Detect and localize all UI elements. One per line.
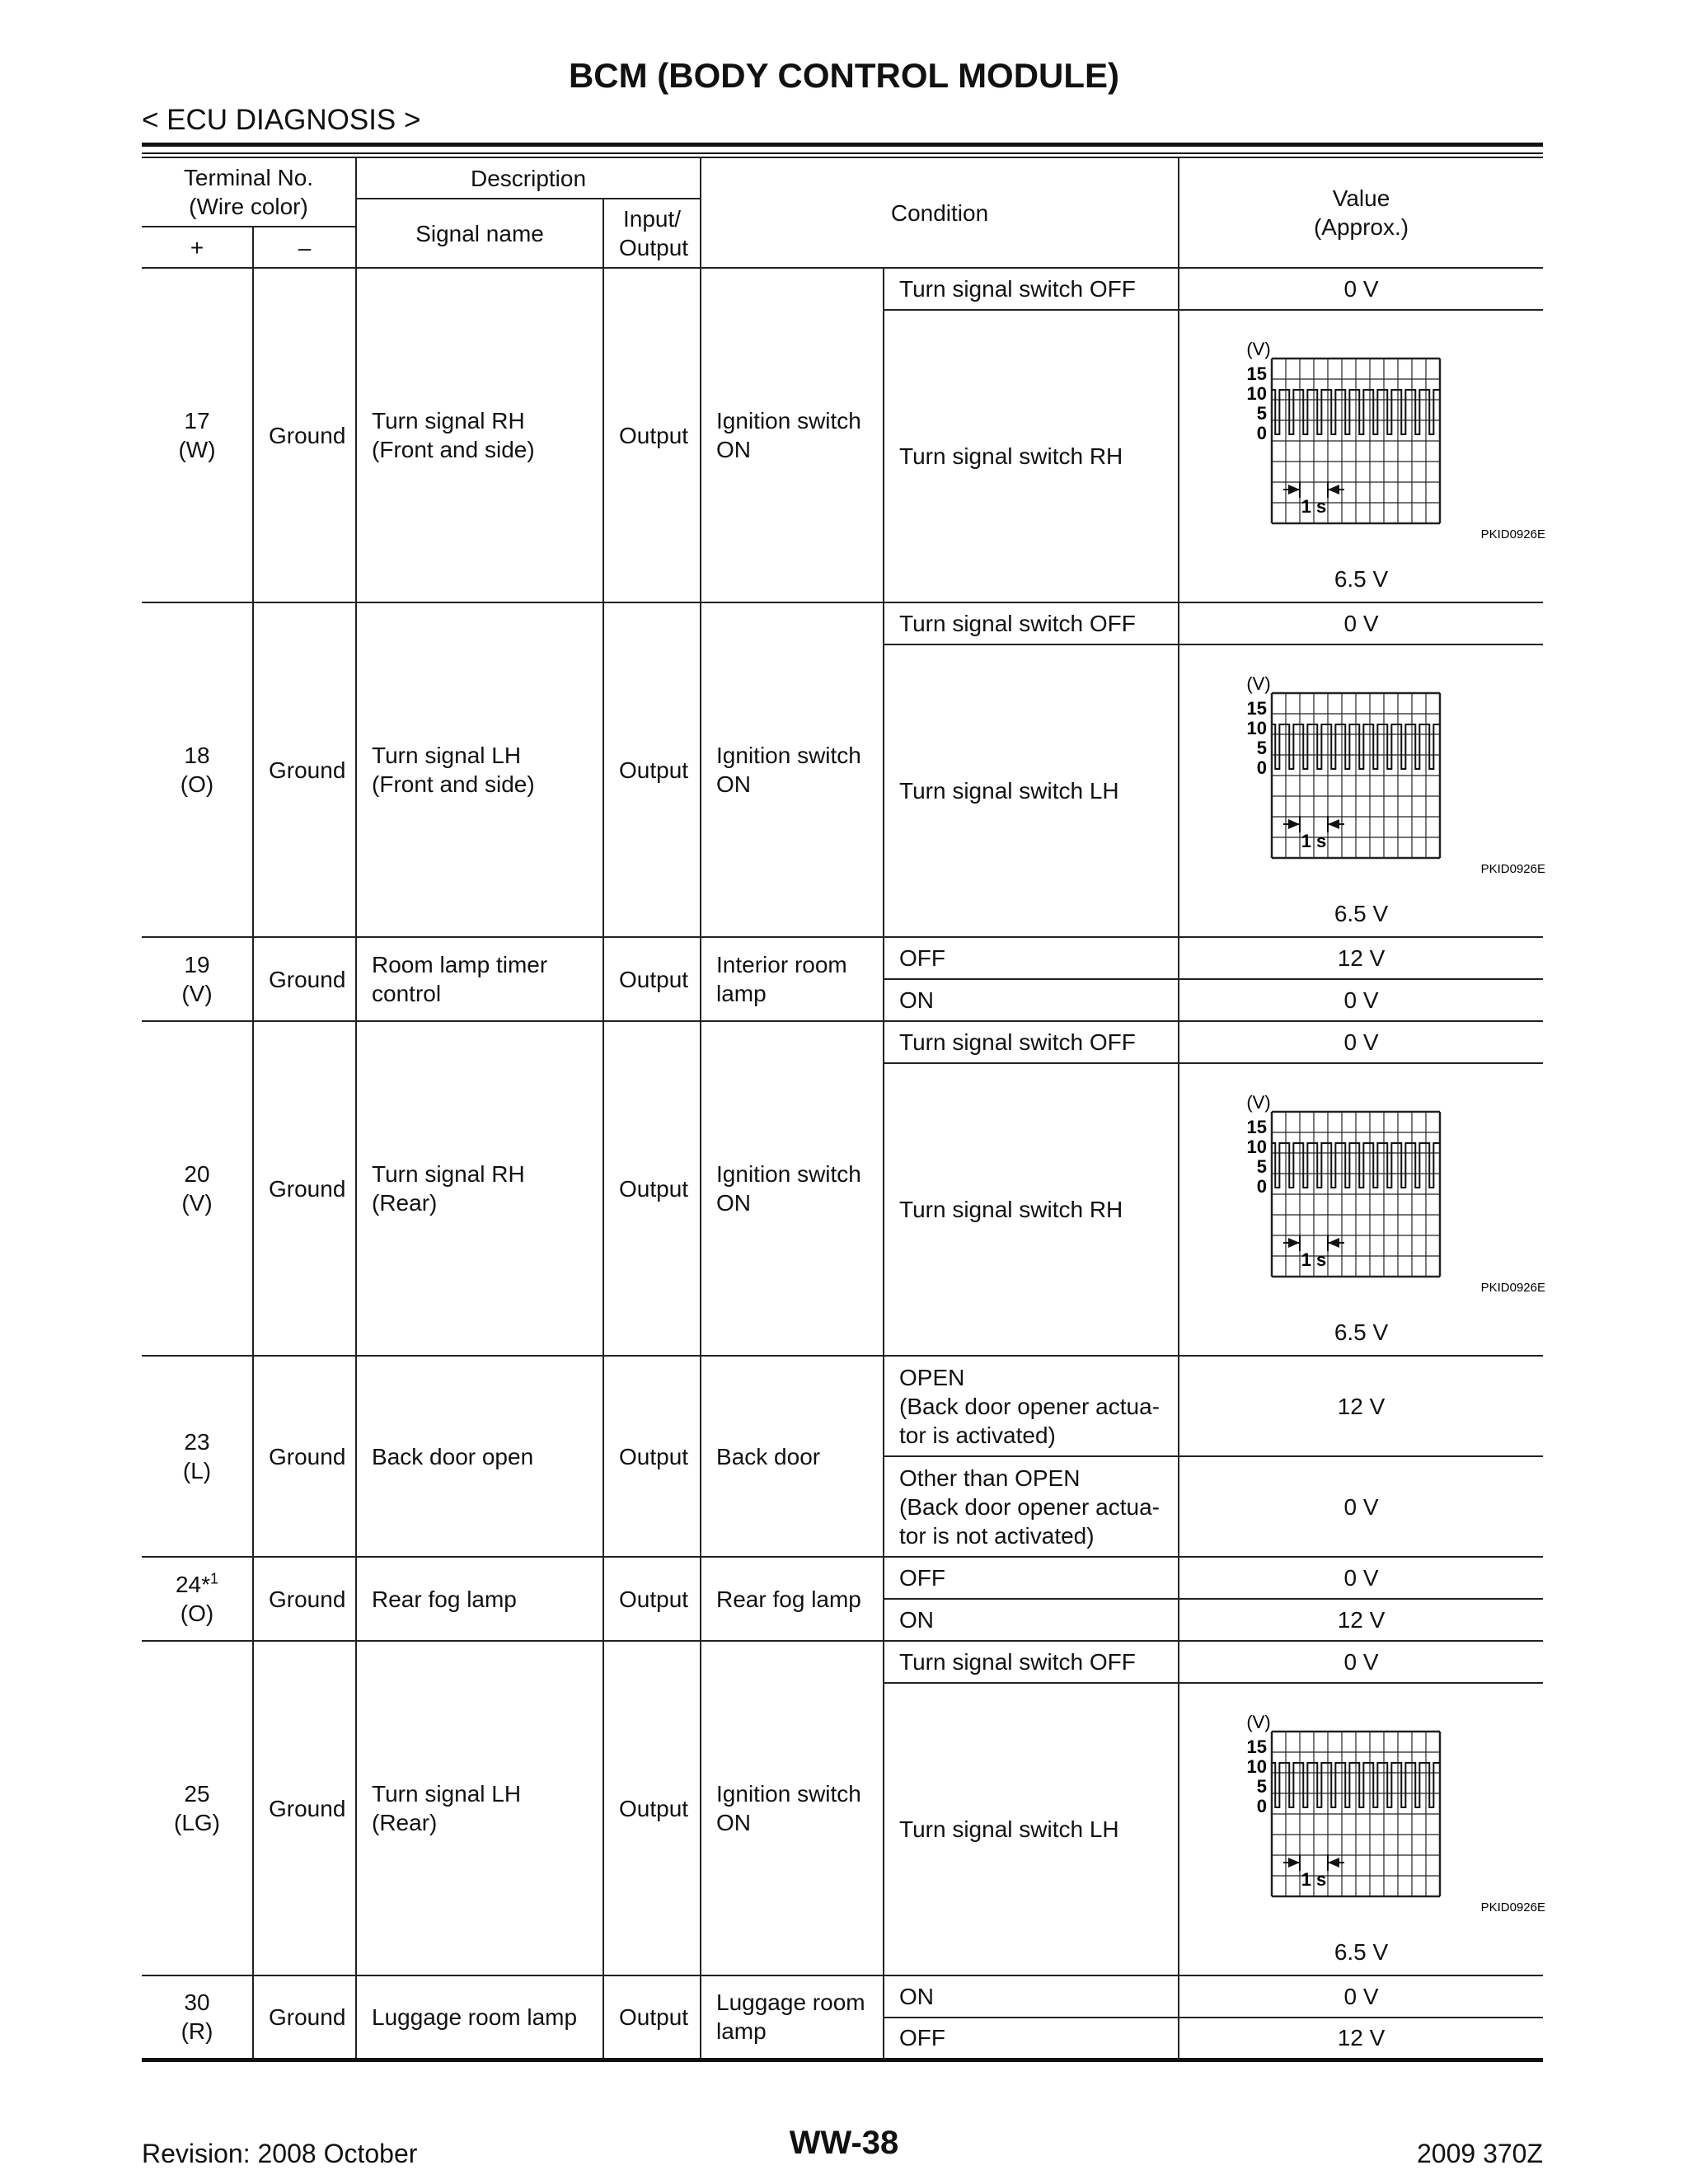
sub-condition: Other than OPEN (Back door opener actua-tor is not activated) — [884, 1456, 1179, 1557]
terminal-number: 24*$^1$ (O) — [142, 1557, 253, 1641]
waveform-y-tick: 10 — [1246, 718, 1268, 738]
terminal-minus: Ground — [253, 268, 356, 602]
signal-name: Turn signal LH (Rear) — [356, 1641, 603, 1975]
turn-signal-waveform — [1226, 668, 1549, 874]
value: 0 V — [1179, 979, 1543, 1021]
io-direction: Output — [603, 1975, 701, 2060]
sub-condition: Turn signal switch OFF — [884, 268, 1179, 310]
waveform-y-tick: 0 — [1256, 423, 1268, 443]
value: 12 V — [1179, 937, 1543, 979]
condition: Ignition switch ON — [701, 1021, 884, 1356]
waveform-unit: (V) — [1246, 673, 1271, 694]
header-minus: – — [253, 227, 356, 268]
io-direction: Output — [603, 1557, 701, 1641]
value: 6.5 V — [1334, 1319, 1389, 1345]
time-arrow-head — [1328, 1858, 1339, 1868]
sub-condition: ON — [884, 1599, 1179, 1641]
sub-condition: OFF — [884, 2018, 1179, 2060]
value-waveform — [1179, 1063, 1546, 1356]
terminal-number: 23 (L) — [142, 1356, 253, 1557]
footer-revision: Revision: 2008 October — [142, 2139, 418, 2168]
header-terminal: Terminal No. (Wire color) — [142, 157, 356, 227]
condition: Ignition switch ON — [701, 268, 884, 602]
terminal-number: 25 (LG) — [142, 1641, 253, 1975]
condition: Ignition switch ON — [701, 602, 884, 937]
signal-name: Back door open — [356, 1356, 603, 1557]
page-title: BCM (BODY CONTROL MODULE) — [568, 56, 1120, 95]
terminal-table — [142, 157, 1546, 2062]
value: 0 V — [1179, 1456, 1543, 1557]
io-direction: Output — [603, 1641, 701, 1975]
sub-condition: ON — [884, 979, 1179, 1021]
section-heading: < ECU DIAGNOSIS > — [142, 104, 421, 136]
io-direction: Output — [603, 1356, 701, 1557]
sub-condition: OPEN (Back door opener actua-tor is activated) — [884, 1356, 1179, 1456]
sub-condition: OFF — [884, 1557, 1179, 1599]
sub-condition: ON — [884, 1975, 1179, 2018]
value-waveform — [1179, 1683, 1546, 1975]
waveform-y-tick: 15 — [1246, 698, 1268, 719]
waveform-time-label: 1 s — [1301, 496, 1327, 517]
waveform-unit: (V) — [1246, 1092, 1271, 1113]
header-description: Description — [356, 157, 701, 199]
terminal-number: 18 (O) — [142, 602, 253, 937]
terminal-minus: Ground — [253, 1641, 356, 1975]
waveform-y-tick: 15 — [1246, 363, 1268, 384]
value: 0 V — [1179, 1641, 1543, 1683]
figure-code: PKID0926E — [1480, 527, 1546, 540]
signal-name: Rear fog lamp — [356, 1557, 603, 1641]
time-arrow-head — [1328, 1238, 1339, 1248]
io-direction: Output — [603, 268, 701, 602]
terminal-number: 17 (W) — [142, 268, 253, 602]
time-arrow-head — [1288, 1858, 1300, 1868]
header-plus: + — [142, 227, 253, 268]
condition: Interior room lamp — [701, 937, 884, 1021]
value: 0 V — [1179, 1557, 1543, 1599]
header-signal-name: Signal name — [356, 199, 603, 268]
terminal-number: 20 (V) — [142, 1021, 253, 1356]
waveform-y-tick: 15 — [1246, 1736, 1268, 1757]
footer-model: 2009 370Z — [1416, 2139, 1543, 2168]
waveform-y-tick: 0 — [1256, 1796, 1268, 1816]
terminal-minus: Ground — [253, 1021, 356, 1356]
terminal-minus: Ground — [253, 602, 356, 937]
value: 12 V — [1179, 1356, 1543, 1456]
sub-condition: Turn signal switch RH — [884, 310, 1179, 602]
value: 0 V — [1179, 1021, 1543, 1063]
figure-code: PKID0926E — [1480, 1281, 1546, 1293]
turn-signal-waveform — [1226, 1087, 1549, 1293]
table-row — [142, 268, 1543, 310]
footer-page-number: WW-38 — [789, 2125, 899, 2161]
table-row — [142, 1557, 1543, 1599]
terminal-minus: Ground — [253, 1557, 356, 1641]
sub-condition: Turn signal switch OFF — [884, 1641, 1179, 1683]
waveform-y-tick: 5 — [1256, 403, 1268, 424]
waveform-y-tick: 5 — [1256, 738, 1268, 758]
time-arrow-head — [1288, 485, 1300, 494]
table-row — [142, 1356, 1543, 1456]
signal-name: Luggage room lamp — [356, 1975, 603, 2060]
header-io: Input/ Output — [603, 199, 701, 268]
waveform-y-tick: 10 — [1246, 383, 1268, 404]
signal-name: Turn signal RH (Rear) — [356, 1021, 603, 1356]
figure-code: PKID0926E — [1480, 1900, 1546, 1913]
turn-signal-waveform — [1226, 334, 1549, 540]
condition: Back door — [701, 1356, 884, 1557]
heading-rule-thick — [142, 143, 1543, 147]
value: 0 V — [1179, 268, 1543, 310]
header-condition: Condition — [701, 157, 1179, 268]
value-waveform — [1179, 644, 1546, 937]
waveform-y-tick: 10 — [1246, 1137, 1268, 1157]
waveform-y-tick: 5 — [1256, 1776, 1268, 1797]
time-arrow-head — [1288, 819, 1300, 829]
waveform-y-tick: 0 — [1256, 1176, 1268, 1197]
waveform-time-label: 1 s — [1301, 831, 1327, 851]
value: 12 V — [1179, 2018, 1543, 2060]
sub-condition: OFF — [884, 937, 1179, 979]
condition: Rear fog lamp — [701, 1557, 884, 1641]
io-direction: Output — [603, 937, 701, 1021]
value: 6.5 V — [1334, 566, 1389, 592]
io-direction: Output — [603, 1021, 701, 1356]
table-row — [142, 1975, 1543, 2018]
sub-condition: Turn signal switch LH — [884, 644, 1179, 937]
time-arrow-head — [1328, 819, 1339, 829]
header-value: Value (Approx.) — [1179, 157, 1543, 268]
value: 6.5 V — [1334, 901, 1389, 926]
table-row — [142, 937, 1543, 979]
heading-rule-thin — [142, 152, 1543, 154]
signal-name: Turn signal RH (Front and side) — [356, 268, 603, 602]
waveform-time-label: 1 s — [1301, 1249, 1327, 1270]
sub-condition: Turn signal switch OFF — [884, 1021, 1179, 1063]
terminal-number: 19 (V) — [142, 937, 253, 1021]
value: 6.5 V — [1334, 1939, 1389, 1965]
table-row — [142, 602, 1543, 644]
waveform-y-tick: 15 — [1246, 1117, 1268, 1137]
condition: Ignition switch ON — [701, 1641, 884, 1975]
table-row — [142, 1641, 1543, 1683]
figure-code: PKID0926E — [1480, 862, 1546, 874]
io-direction: Output — [603, 602, 701, 937]
value: 0 V — [1179, 602, 1543, 644]
sub-condition: Turn signal switch LH — [884, 1683, 1179, 1975]
signal-name: Room lamp timer control — [356, 937, 603, 1021]
table-row — [142, 1021, 1543, 1063]
waveform-unit: (V) — [1246, 1712, 1271, 1732]
terminal-number: 30 (R) — [142, 1975, 253, 2060]
terminal-minus: Ground — [253, 937, 356, 1021]
sub-condition: Turn signal switch RH — [884, 1063, 1179, 1356]
sub-condition: Turn signal switch OFF — [884, 602, 1179, 644]
waveform-y-tick: 5 — [1256, 1156, 1268, 1177]
waveform-y-tick: 0 — [1256, 757, 1268, 778]
condition: Luggage room lamp — [701, 1975, 884, 2060]
turn-signal-waveform — [1226, 1707, 1549, 1913]
time-arrow-head — [1288, 1238, 1300, 1248]
time-arrow-head — [1328, 485, 1339, 494]
waveform-time-label: 1 s — [1301, 1869, 1327, 1890]
waveform-unit: (V) — [1246, 339, 1271, 359]
value: 0 V — [1179, 1975, 1543, 2018]
signal-name: Turn signal LH (Front and side) — [356, 602, 603, 937]
waveform-y-tick: 10 — [1246, 1756, 1268, 1777]
value: 12 V — [1179, 1599, 1543, 1641]
terminal-minus: Ground — [253, 1975, 356, 2060]
value-waveform — [1179, 310, 1546, 602]
terminal-minus: Ground — [253, 1356, 356, 1557]
